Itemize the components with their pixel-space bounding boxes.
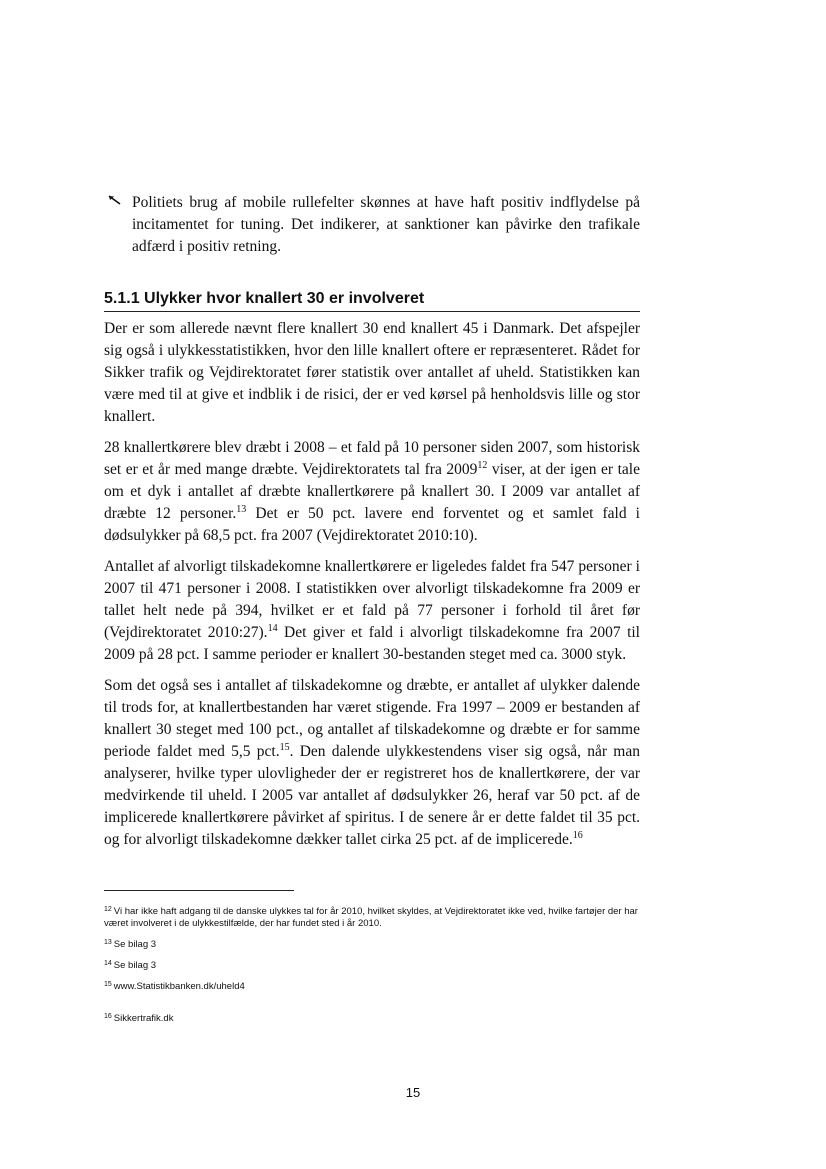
footnote-ref-12[interactable]: 12	[477, 460, 488, 471]
footnote-text: Se bilag 3	[113, 960, 157, 971]
bullet-item	[120, 192, 640, 258]
footnote-text: Vi har ikke haft adgang til de danske ulykkes tal for år 2010, hvilket skyldes, at Vejdirektoratet ikke ved, hvilke fartøjer der har været involveret i de ulykkestilfælde, der har fundet sted i år 2010.	[104, 906, 638, 929]
footnote-text[interactable]: www.Statistikbanken.dk/uheld4	[113, 981, 245, 992]
paragraph-4-part-2: . Den dalende ulykkestendens viser sig også, når man analyserer, hvilke typer ulovligheder der er registreret hos de knallertkørere, der var medvirkende til uheld. I 2005 var antallet af dødsulykker 26, heraf var 50 pct. af de implicerede knallertkørere påvirket af spiritus. I de senere år er dette faldet til 35 pct. og for alvorligt tilskadekomne dækker tallet cirka 25 pct. af de implicerede.	[104, 743, 640, 848]
footnote-number: 15	[104, 981, 112, 988]
footnote-text: Se bilag 3	[113, 939, 157, 950]
footnote-15	[104, 981, 644, 993]
paragraph-3-part-1: Antallet af alvorligt tilskadekomne knallertkørere er ligeledes faldet fra 547 personer i 2007 til 471 personer i 2008. I statistikken over alvorligt tilskadekomne fra 2009 er tallet helt nede på 394, hvilket er et fald på 77 personer i forhold til året før (Vejdirektoratet 2010:27).	[104, 558, 640, 641]
footnotes	[104, 906, 644, 1034]
paragraph-2	[104, 437, 640, 547]
footnote-number: 13	[104, 939, 112, 946]
page-number: 15	[405, 1085, 421, 1100]
paragraph-4	[104, 675, 640, 851]
footnote-number: 16	[104, 1013, 112, 1020]
footnote-divider	[104, 890, 294, 891]
footnote-13	[104, 939, 644, 951]
footnote-12	[104, 906, 644, 930]
footnote-ref-13[interactable]: 13	[236, 504, 247, 515]
pointer-arrow-icon	[108, 195, 122, 205]
footnote-number: 12	[104, 906, 112, 913]
footnote-ref-14[interactable]: 14	[267, 623, 278, 634]
footnote-text[interactable]: Sikkertrafik.dk	[113, 1013, 174, 1024]
paragraph-2-part-3: Det er 50 pct. lavere end forventet og et samlet fald i dødsulykker på 68,5 pct. fra 2007 (Vejdirektoratet 2010:10).	[104, 505, 640, 544]
paragraph-2-part-1: 28 knallertkørere blev dræbt i 2008 – et fald på 10 personer siden 2007, som historisk set er et år med mange dræbte. Vejdirektoratets tal fra 2009	[104, 439, 640, 478]
footnote-14	[104, 960, 644, 972]
footnote-ref-15[interactable]: 15	[279, 742, 290, 753]
footnote-ref-16[interactable]: 16	[572, 830, 583, 841]
bullet-text: Politiets brug af mobile rullefelter skønnes at have haft positiv indflydelse på incitamentet for tuning. Det indikerer, at sanktioner kan påvirke den trafikale adfærd i positiv retning.	[132, 194, 640, 255]
paragraph-2-part-2: viser, at der igen er tale om et dyk i antallet af dræbte knallertkørere på knallert 30. I 2009 var antallet af dræbte 12 personer.	[104, 461, 640, 522]
body-text	[104, 318, 640, 860]
paragraph-3-part-2: Det giver et fald i alvorligt tilskadekomne fra 2007 til 2009 på 28 pct. I samme perioder er knallert 30-bestanden steget med ca. 3000 styk.	[104, 624, 640, 663]
paragraph-4-part-1: Som det også ses i antallet af tilskadekomne og dræbte, er antallet af ulykker dalende til trods for, at knallertbestanden har været stigende. Fra 1997 – 2009 er bestanden af knallert 30 steget med 100 pct., og antallet af tilskadekomne og dræbte er for samme periode faldet med 5,5 pct.	[104, 677, 640, 760]
paragraph-3	[104, 556, 640, 666]
section-heading: 5.1.1 Ulykker hvor knallert 30 er involveret	[104, 290, 640, 312]
paragraph-1: Der er som allerede nævnt flere knallert 30 end knallert 45 i Danmark. Det afspejler sig også i ulykkesstatistikken, hvor den lille knallert oftere er repræsenteret. Rådet for Sikker trafik og Vejdirektoratet fører statistik over antallet af uheld. Statistikken kan være med til at give et indblik i de risici, der er ved kørsel på henholdsvis lille og stor knallert.	[104, 320, 640, 425]
footnote-16	[104, 1013, 644, 1025]
footnote-number: 14	[104, 960, 112, 967]
